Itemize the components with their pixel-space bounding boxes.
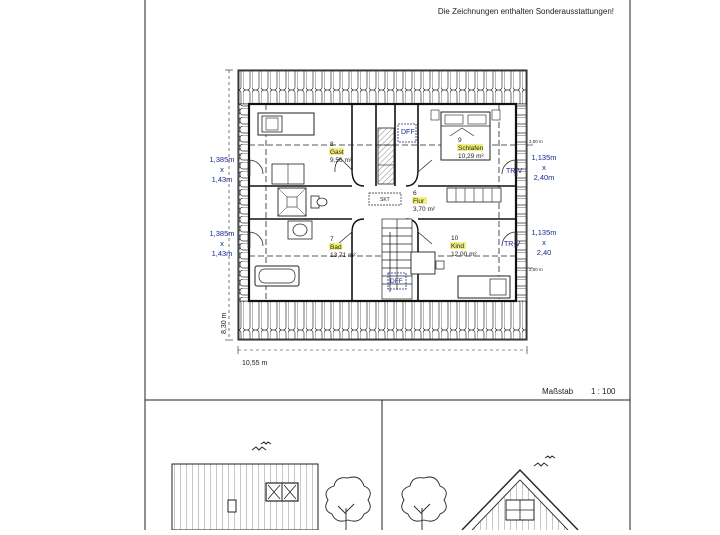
flur-name: Flur (413, 198, 425, 205)
depth-dimension (221, 70, 233, 340)
floor-plan (238, 70, 527, 340)
schlafen-number: 9 (458, 137, 462, 144)
gast-bed (258, 113, 314, 135)
kind-name: Kind (451, 243, 465, 250)
width-dim-label: 10,55 m (242, 360, 268, 367)
skt-label: SKT (380, 197, 390, 203)
bad-number: 7 (330, 236, 334, 243)
roof-tiles-left (239, 104, 249, 301)
window-dim-right-top (531, 153, 556, 182)
bathtub (255, 266, 299, 286)
kind-number: 10 (451, 235, 459, 242)
wdim-rt-1: 1,135m (531, 153, 557, 162)
gast-number: 8 (330, 141, 334, 148)
kind-area: 12,00 m² (451, 251, 477, 258)
flur-number: 6 (413, 190, 417, 197)
shower (278, 188, 306, 216)
width-dimension (238, 346, 527, 367)
kind-bed (458, 276, 510, 298)
flur-area: 3,70 m² (413, 206, 436, 213)
roof-tiles-top (239, 71, 526, 104)
tr-v-top-label: TR-V (506, 168, 523, 175)
roof-tiles-right (516, 104, 526, 301)
window-dim-left-bottom (209, 229, 234, 258)
tr-v-bottom-label: TR-V (504, 241, 521, 248)
wdim-lb-3: 1,43m (211, 249, 233, 258)
elevation-left (172, 442, 370, 530)
window-dim-left-top (209, 155, 234, 184)
wdim-rt-2: x (542, 163, 546, 172)
scale-label (542, 387, 616, 396)
depth-dim-label: 8,30 m (221, 312, 228, 334)
notice-text: Die Zeichnungen enthalten Sonderausstattungen! (437, 7, 614, 16)
wdim-lt-2: x (220, 165, 224, 174)
scale-value: 1 : 100 (591, 387, 616, 396)
dff-top-label: DFF (401, 129, 415, 136)
roof-tiles-bottom (239, 301, 526, 339)
bad-sink (288, 221, 312, 239)
schlafen-name: Schlafen (458, 145, 484, 152)
elevation-right (402, 456, 578, 530)
gast-area: 9,56 m² (330, 157, 353, 164)
schlafen-area: 10,29 m² (458, 153, 484, 160)
bad-name: Bad (330, 244, 342, 251)
scale-title: Maßstab (542, 387, 574, 396)
dff-bottom-label: DFF (390, 278, 403, 285)
wdim-lt-1: 1,385m (209, 155, 235, 164)
gast-name: Gast (330, 149, 344, 156)
wdim-rt-3: 2,40m (533, 173, 555, 182)
window-dim-right-bottom (531, 228, 556, 257)
wdim-lb-2: x (220, 239, 224, 248)
level-mark-top: 2,00 m (529, 139, 543, 144)
bad-area: 13,71 m² (330, 252, 356, 259)
wdim-lb-1: 1,385m (209, 229, 235, 238)
wdim-rb-3: 2,40 (536, 248, 552, 257)
staircase (382, 219, 412, 299)
wdim-rb-2: x (542, 238, 546, 247)
level-mark-bottom: 2,00 m (529, 267, 543, 272)
wdim-lt-3: 1,43m (211, 175, 233, 184)
wdim-rb-1: 1,135m (531, 228, 557, 237)
